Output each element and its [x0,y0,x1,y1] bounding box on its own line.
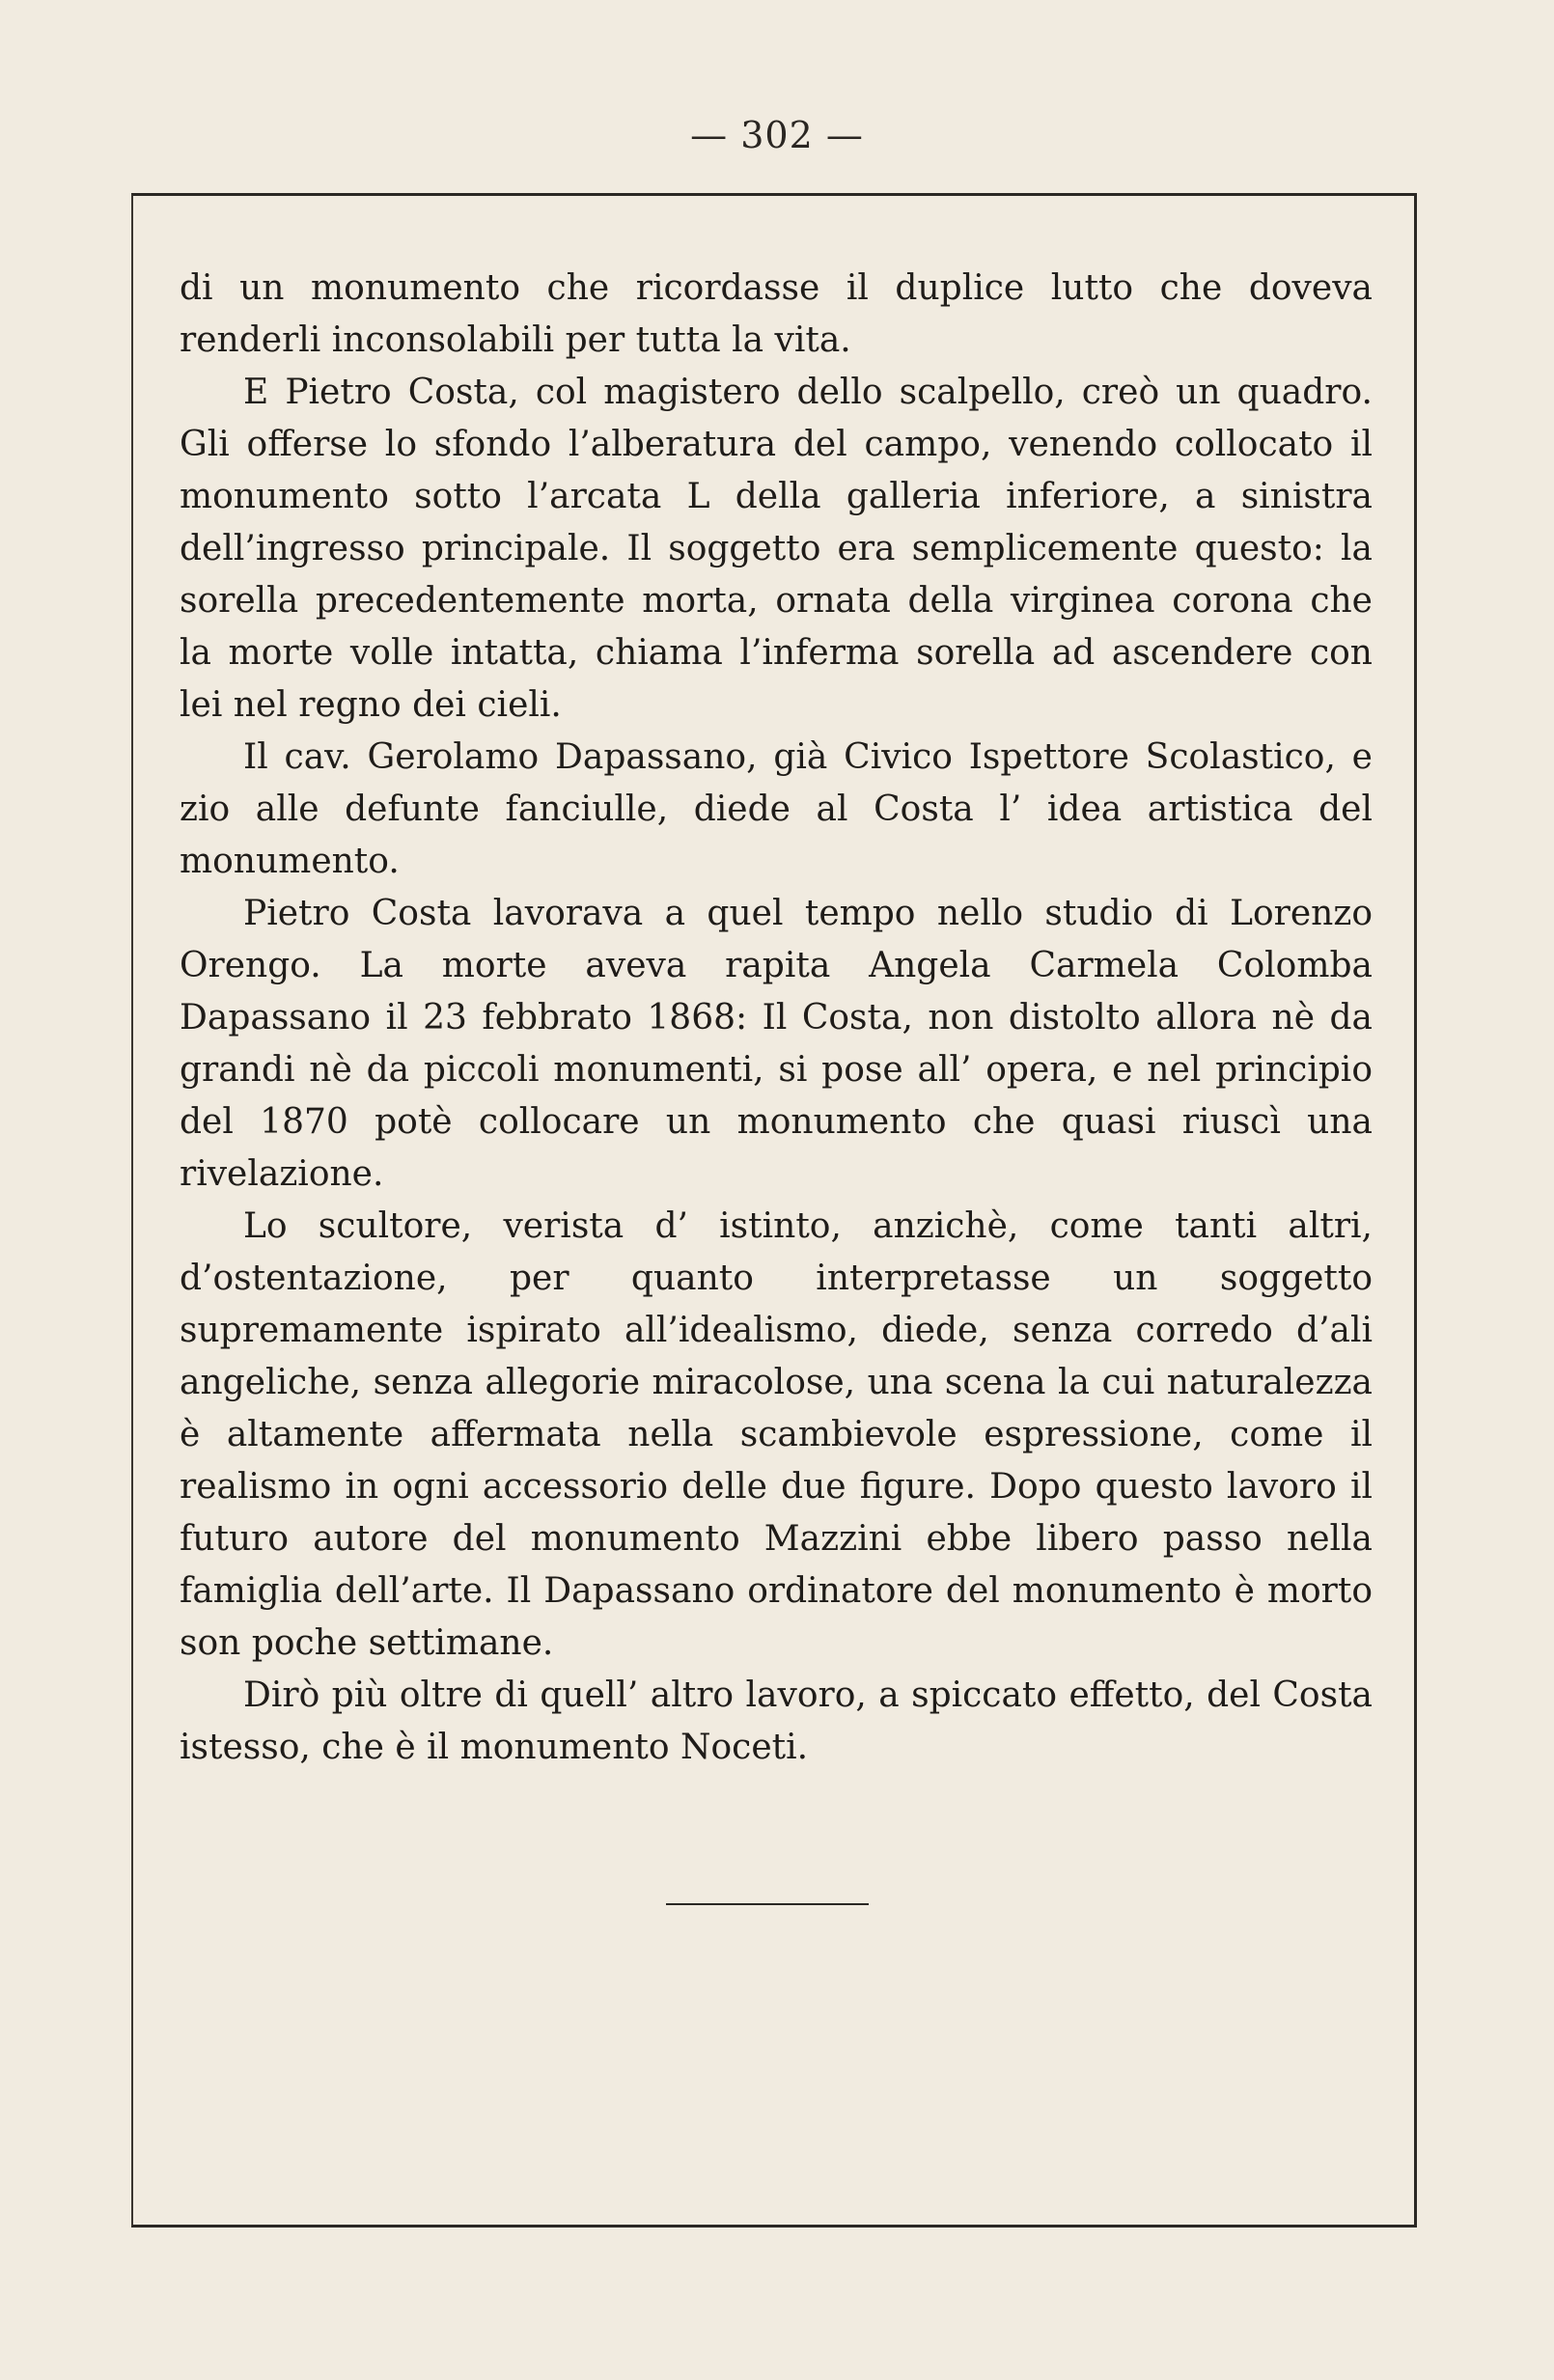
end-rule [666,1903,869,1905]
paragraph: E Pietro Costa, col magistero dello scalpello, creò un quadro. Gli offerse lo sfondo l’alberatura del campo, venendo collocato il monumento sotto l’arcata L della galleria inferiore, a sinistra dell’ingresso principale. Il soggetto era semplicemente questo: la sorella precedentemente morta, ornata della virginea corona che la morte volle intatta, chiama l’inferma sorella ad ascendere con lei nel regno dei cieli. [180,373,1373,725]
paragraph: Il cav. Gerolamo Dapassano, già Civico Ispettore Scolastico, e zio alle defunte fanciulle, diede al Costa l’ idea artistica del monumento. [180,737,1373,881]
page-number: — 302 — [690,114,864,156]
text-body [180,263,1373,1774]
paragraph: Lo scultore, verista d’ istinto, anzichè, come tanti altri, d’ostentazione, per quanto interpretasse un soggetto supremamente ispirato all’idealismo, diede, senza corredo d’ali angeliche, senza allegorie miracolose, una scena la cui naturalezza è altamente affermata nella scambievole espressione, come il realismo in ogni accessorio delle due figure. Dopo questo lavoro il futuro autore del monumento Mazzini ebbe libero passo nella famiglia dell’arte. Il Dapassano ordinatore del monumento è morto son poche settimane. [180,1206,1373,1663]
paragraph: di un monumento che ricordasse il duplice lutto che doveva renderli inconsolabili per tutta la vita. [180,268,1373,360]
paragraph: Dirò più oltre di quell’ altro lavoro, a spiccato effetto, del Costa istesso, che è il monumento Noceti. [180,1675,1373,1767]
paragraph: Pietro Costa lavorava a quel tempo nello studio di Lorenzo Orengo. La morte aveva rapita Angela Carmela Colomba Dapassano il 23 febbrato 1868: Il Costa, non distolto allora nè da grandi nè da piccoli monumenti, si pose all’ opera, e nel principio del 1870 potè collocare un monumento che quasi riuscì una rivelazione. [180,894,1373,1194]
